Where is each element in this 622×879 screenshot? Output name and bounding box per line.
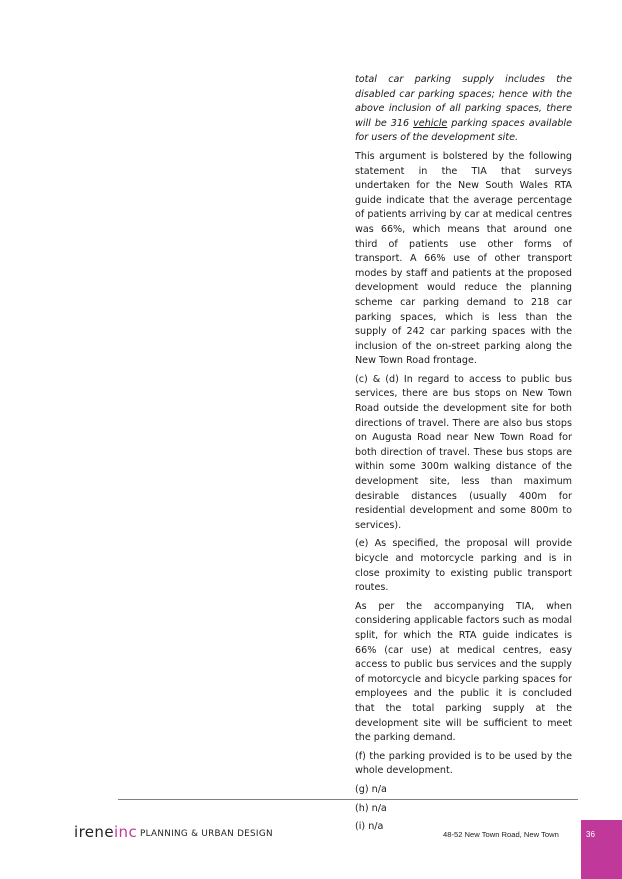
paragraph-item-h: (h) n/a [355, 802, 387, 814]
footer-divider [118, 799, 578, 800]
page-number: 36 [586, 830, 595, 839]
quote-underlined-word: vehicle [413, 117, 448, 129]
paragraph-item-f: (f) the parking provided is to be used by the whole development. [355, 750, 572, 777]
brand-tagline: PLANNING & URBAN DESIGN [140, 829, 273, 839]
page-number-box [581, 820, 622, 879]
quote-text-start: total car parking supply includes the disabled car parking spaces; hence with the above inclusion of all parking spaces, there will be 316 [355, 74, 572, 129]
brand-name-part2: inc [113, 823, 138, 841]
footer-address: 48-52 New Town Road, New Town [443, 830, 559, 839]
quoted-paragraph [355, 73, 572, 146]
page-footer [0, 820, 622, 879]
brand-logo [74, 823, 137, 841]
paragraph-conclusion: As per the accompanying TIA, when considering applicable factors such as modal split, for which the RTA guide indicates is 66% (car use) at medical centres, easy access to public bus services and the supply of motorcycle and bicycle parking spaces for employees and the public it is concluded that the total parking supply at the development site will be sufficient to meet the parking demand. [355, 600, 572, 744]
paragraph-bicycle-parking: (e) As specified, the proposal will provide bicycle and motorcycle parking and is in close proximity to existing public transport routes. [355, 538, 572, 594]
paragraph-item-g: (g) n/a [355, 783, 387, 795]
quote-text-end: parking spaces available for users of the development site. [355, 117, 572, 144]
body-text-column [355, 73, 572, 839]
paragraph-tia-argument: This argument is bolstered by the following statement in the TIA that surveys undertaken for the New South Wales RTA guide indicate that the average percentage of patients arriving by car at medical centres was 66%, which means that around one third of patients use other forms of transport. A 66% use of other transport modes by staff and patients at the proposed development would reduce the planning scheme car parking demand to 218 car parking spaces, which is less than the supply of 242 car parking spaces with the inclusion of the on-street parking along the New Town Road frontage. [355, 150, 572, 367]
brand-name-part1: irene [74, 823, 114, 841]
paragraph-item-i: (i) n/a [355, 821, 384, 833]
paragraph-bus-services: (c) & (d) In regard to access to public bus services, there are bus stops on New Town Road outside the development site for both directions of travel. There are also bus stops on Augusta Road near New Town Road for both direction of travel. These bus stops are within some 300m walking distance of the development site, less than maximum desirable distances (usually 400m for residential development and some 800m to services). [355, 373, 572, 531]
